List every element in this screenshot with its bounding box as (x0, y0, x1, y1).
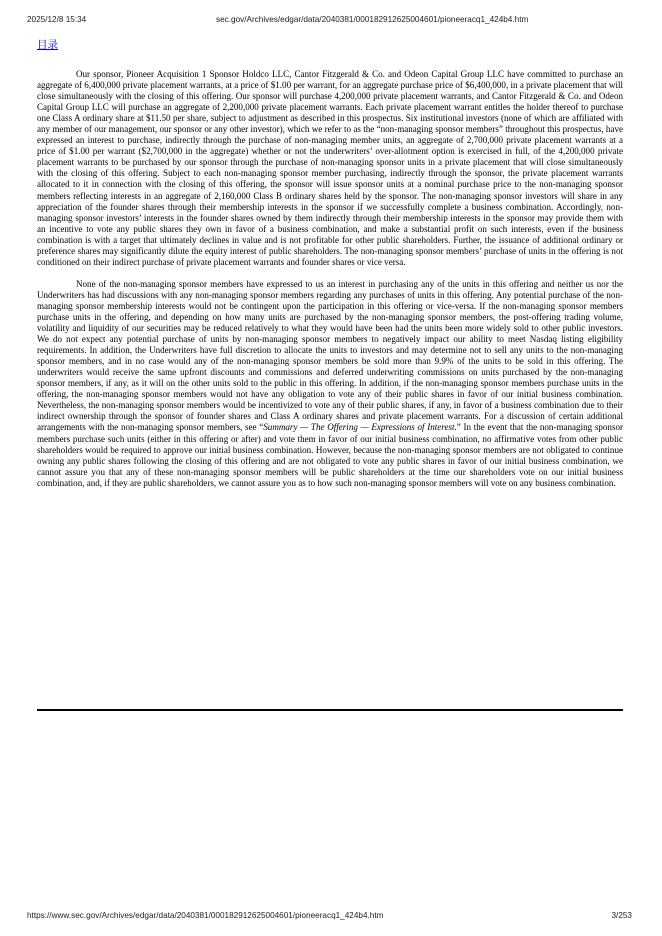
print-header (0, 13, 662, 27)
print-page-title: sec.gov/Archives/edgar/data/2040381/000182912625004601/pioneeracq1_424b4.htm (216, 15, 529, 24)
table-of-contents-link[interactable]: 目录 (37, 39, 58, 51)
paragraph-text-start: None of the non-managing sponsor members have expressed to us an interest in purchasing any of the units in this offering and neither us nor the Underwriters has had discussions with any non-managing sponsor members regarding any purchases of units in this offering. Any potential purchase of the non-managing sponsor membership interests would not be contingent upon the participation in this offering or vice-versa. If the non-managing sponsor members purchase units in the offering, and depending on how many units are purchased by the non-managing sponsor members, the post-offering trading volume, volatility and liquidity of our securities may be reduced relatively to what they would have been had the units been more widely sold to other public investors. We do not expect any potential purchase of units by non-managing sponsor members to negatively impact our ability to meet Nasdaq listing eligibility requirements. In addition, the Underwriters have full discretion to allocate the units to investors and may determine not to sell any units to the non-managing sponsor members, and in no case would any of the non-managing sponsor members be sold more than 9.9% of the units to be sold in this offering. The underwriters would receive the same upfront discounts and commissions and deferred underwriting commissions on units purchased by the non-managing sponsor members, if any, as it will on the other units sold to the public in this offering. In addition, if the non-managing sponsor members purchase units in the offering, the non-managing sponsor members would not have any obligation to vote any of their public shares in favor of our initial business combination. Nevertheless, the non-managing sponsor members would be incentivized to vote any of their public shares, if any, in favor of a business combination due to their indirect ownership through the sponsor of founder shares and Class A ordinary shares and private placement warrants. For a discussion of certain additional arrangements with the non-managing sponsor members, see “ (37, 278, 623, 433)
print-datetime: 2025/12/8 15:34 (27, 15, 87, 24)
paragraph-non-managing-sponsor-members (37, 279, 623, 489)
print-footer (0, 909, 662, 923)
page-number: 3/253 (611, 911, 632, 920)
paragraph-private-placement: Our sponsor, Pioneer Acquisition 1 Sponsor Holdco LLC, Cantor Fitzgerald & Co. and Odeon Capital Group LLC have committed to purchase an aggregate of 6,400,000 private placement warrants, at a price of $1.00 per warrant, for an aggregate purchase price of $6,400,000, in a private placement that will close simultaneously with the closing of this offering. Our sponsor will purchase 4,200,000 private placement warrants, and Cantor Fitzgerald & Co. and Odeon Capital Group LLC will purchase an aggregate of 2,200,000 private placement warrants. Each private placement warrant entitles the holder thereof to purchase one Class A ordinary share at $11.50 per share, subject to adjustment as described in this prospectus. Six institutional investors (none of which are affiliated with any member of our management, our sponsor or any other investor), which we refer to as the “non-managing sponsor members” throughout this prospectus, have expressed an interest to purchase, indirectly through the purchase of non-managing member units, an aggregate of 2,700,000 private placement warrants at a price of $1.00 per warrant ($2,700,000 in the aggregate) whether or not the underwriters’ over-allotment option is exercised in full, of the 4,200,000 private placement warrants to be purchased by our sponsor through the purchase of non-managing sponsor units in a private placement that will close simultaneously with the closing of this offering. Subject to each non-managing sponsor member purchasing, indirectly through the sponsor, the private placement warrants allocated to it in connection with the closing of this offering, the sponsor will issue sponsor units at a nominal purchase price to the non-managing sponsor members reflecting interests in an aggregate of 2,160,000 Class B ordinary shares held by the sponsor. The non-managing sponsor investors will share in any appreciation of the founder shares through their membership interests in the sponsor if we successfully complete a business combination. Accordingly, non-managing sponsor investors’ interests in the founder shares owned by them indirectly through their membership interests in the sponsor may provide them with an incentive to vote any public shares they own in favor of a business combination, and make a substantial profit on such interests, even if the business combination is with a target that ultimately declines in value and is not profitable for other public shareholders. Further, the issuance of additional ordinary or preference shares may significantly dilute the equity interest of public shareholders. The non-managing sponsor members’ purchase of units in the offering is not conditioned on their indirect purchase of private placement warrants and founder shares or vice versa. (37, 69, 623, 267)
document-body (37, 69, 623, 500)
paragraph-text-end: .” In the event that the non-managing sponsor members purchase such units (either in this offering or after) and vote them in favor of our initial business combination, no affirmative votes from other public shareholders would be required to approve our initial business combination. However, because the non-managing sponsor members are not obligated to continue owning any public shares following the closing of this offering and are not obligated to vote any public shares in favor of our initial business combination, we cannot assure you that any of these non-managing sponsor members will be public shareholders at the time our shareholders vote on our initial business combination, and, if they are public shareholders, we cannot assure you as to how such non-managing sponsor members will vote on any business combination. (37, 422, 624, 488)
page-divider (37, 709, 623, 711)
print-url: https://www.sec.gov/Archives/edgar/data/2040381/000182912625004601/pioneeracq1_424b4.htm (27, 911, 384, 920)
cross-reference-italic: Summary — The Offering — Expressions of Interest (263, 422, 455, 433)
